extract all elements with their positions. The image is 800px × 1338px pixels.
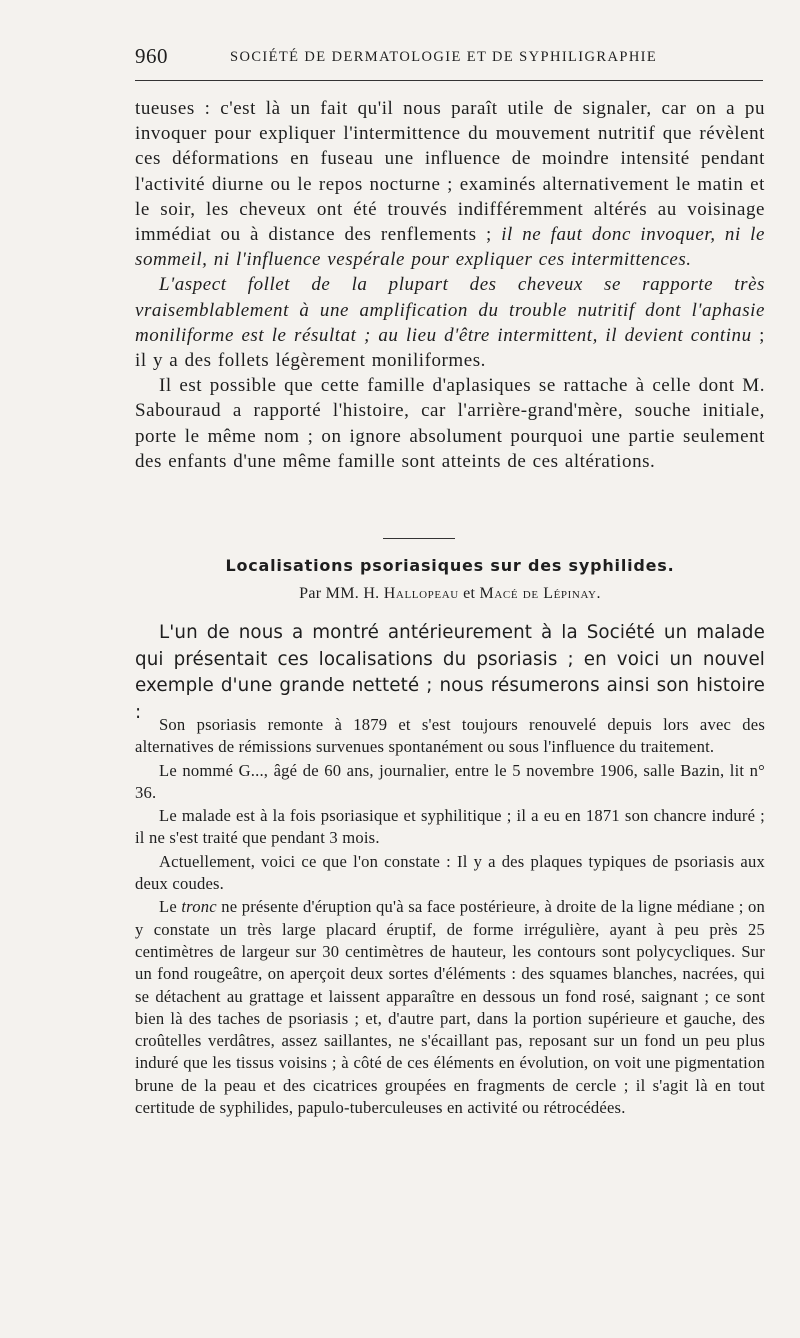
page-number: 960 xyxy=(135,44,168,68)
case-paragraph: Le nommé G..., âgé de 60 ans, journalier, entre le 5 novembre 1906, salle Bazin, lit n° 36. xyxy=(135,760,765,802)
italic-term-tronc: tronc xyxy=(181,897,217,917)
running-title: SOCIÉTÉ DE DERMATOLOGIE ET DE SYPHILIGRAPHIE xyxy=(230,49,658,65)
paragraph xyxy=(135,96,765,272)
intro-paragraph: L'un de nous a montré antérieurement à la Société un malade qui présentait ces localisations du psoriasis ; en voici un nouvel exemple d'une grande netteté ; nous résumerons ainsi son histoire : xyxy=(135,622,765,723)
case-paragraph: Le malade est à la fois psoriasique et syphilitique ; il a eu en 1871 son chancre induré ; il ne s'est traité que pendant 3 mois. xyxy=(135,806,765,848)
byline-prefix: Par MM. H. xyxy=(299,585,384,602)
case-text: ne présente d'éruption qu'à sa face postérieure, à droite de la ligne médiane ; on y constate un très large placard éruptif, de forme irrégulière, ayant à peu près 25 centimètres de largeur sur 30 centimètres de hauteur, les contours sont polycycliques. Sur un fond rougeâtre, on aperçoit deux sortes d'éléments : des squames blanches, nacrées, qui se détachent au grattage et laissent apparaître en dessous un fond rosé, saignant ; ce sont bien là des taches de psoriasis ; et, d'autre part, dans la portion supérieure et gauche, des croûtelles verdâtres, assez saillantes, ne s'écaillant pas, reposant sur un fond un peu plus induré que les tissus voisins ; à côté de ces éléments en évolution, on voit une pigmentation brune de la peau et des cicatrices groupées en fragments de cercle ; il s'agit là en tout certitude de syphilides, papulo-tuberculeuses en activité ou rétrocédées. xyxy=(135,897,765,1118)
paragraph xyxy=(135,272,765,373)
italic-observation: L'aspect follet de la plupart des cheveux se rapporte très vraisemblablement à une amplification du trouble nutritif dont l'aphasie moniliforme est le résultat ; au lieu d'être intermittent, il devient continu xyxy=(135,274,765,346)
paragraph-text: ; il y a des follets légèrement moniliformes. xyxy=(135,324,765,372)
section-divider xyxy=(383,538,455,539)
byline-suffix: . xyxy=(596,585,601,602)
case-paragraph xyxy=(135,896,765,1119)
case-paragraph: Actuellement, voici ce que l'on constate : Il y a des plaques typiques de psoriasis aux deux coudes. xyxy=(135,851,765,894)
header-rule xyxy=(135,80,763,81)
case-text: Le xyxy=(159,897,182,917)
byline-mid: et xyxy=(458,585,480,602)
case-report xyxy=(135,714,765,1119)
article-title: Localisations psoriasiques sur des syphilides. xyxy=(225,556,675,575)
paragraph-text: tueuses : c'est là un fait qu'il nous paraît utile de signaler, car on a pu invoquer pour expliquer l'intermittence du mouvement nutritif que révèlent ces déformations en fuseau une influence de moindre intensité pendant l'activité diurne ou le repos nocturne ; examinés alternativement le matin et le soir, les cheveux ont été trouvés indifféremment altérés au voisinage immédiat ou à distance des renflements ; xyxy=(135,98,765,246)
article-intro xyxy=(135,620,765,726)
paragraph: Il est possible que cette famille d'aplasiques se rattache à celle dont M. Sabouraud a rapporté l'histoire, car l'arrière-grand'mère, souche initiale, porte le même nom ; on ignore absolument pourquoi une partie seulement des enfants d'une même famille sont atteints de ces altérations. xyxy=(135,375,765,472)
continued-article-text xyxy=(135,96,765,474)
case-paragraph: Son psoriasis remonte à 1879 et s'est toujours renouvelé depuis lors avec des alternatives de rémissions survenues spontanément ou sous l'influence du traitement. xyxy=(135,715,765,757)
running-header xyxy=(135,44,765,74)
author-mace-de-lepinay: Macé de Lépinay xyxy=(479,585,597,602)
author-hallopeau: Hallopeau xyxy=(383,585,459,602)
byline xyxy=(135,585,765,603)
italic-conclusion: il ne faut donc invoquer, ni le sommeil, ni l'influence vespérale pour expliquer ces intermittences. xyxy=(135,224,765,271)
